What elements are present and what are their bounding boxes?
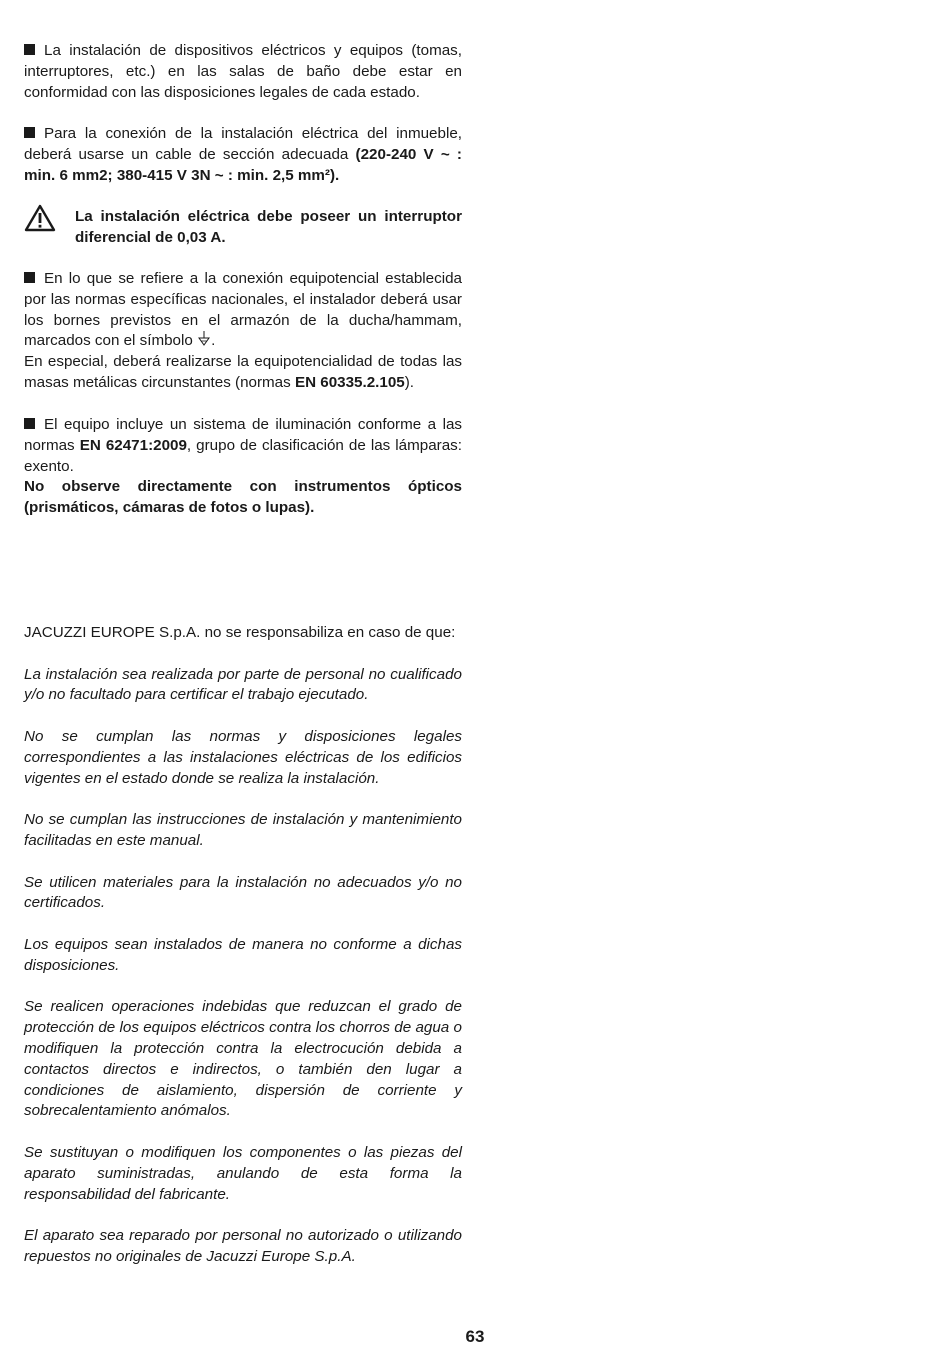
page-number: 63 xyxy=(465,1327,485,1346)
section-3-text-b-end: ). xyxy=(404,373,415,391)
bullet-square-icon xyxy=(24,127,35,138)
disclaimer xyxy=(24,623,462,1268)
disclaimer-item: No se cumplan las normas y disposiciones legales correspondientes a las instalaciones eléctricas de los edificios vigentes en el estado donde se realiza la instalación. xyxy=(24,727,462,787)
section-3-text-a-end: . xyxy=(211,332,216,350)
equipotential-ground-icon xyxy=(198,331,210,347)
bullet-square-icon xyxy=(24,418,35,429)
section-1-text: La instalación de dispositivos eléctricos y equipos (tomas, interruptores, etc.) en las salas de baño debe estar en conformidad con las disposiciones legales de cada estado. xyxy=(24,42,462,101)
warning-text: La instalación eléctrica debe poseer un interruptor diferencial de 0,03 A. xyxy=(75,208,462,246)
section-3 xyxy=(24,269,462,394)
disclaimer-item: La instalación sea realizada por parte de personal no cualificado y/o no facultado para certificar el trabajo ejecutado. xyxy=(24,665,462,704)
section-1 xyxy=(24,41,462,103)
section-4-text-a: El equipo incluye un sistema de iluminación conforme a las normas xyxy=(24,416,462,454)
section-4 xyxy=(24,415,462,519)
bullet-square-icon xyxy=(24,272,35,283)
disclaimer-intro: JACUZZI EUROPE S.p.A. no se responsabiliza en caso de que: xyxy=(24,624,456,641)
section-2 xyxy=(24,124,462,186)
warning-triangle-icon xyxy=(24,204,56,232)
section-2-bold: (220-240 V ~ : min. 6 mm2; 380-415 V 3N ~ : min. 2,5 mm²). xyxy=(24,145,462,184)
section-4-warning: No observe directamente con instrumentos ópticos (prismáticos, cámaras de fotos o lupas). xyxy=(24,478,462,517)
section-2-text: Para la conexión de la instalación eléctrica del inmueble, deberá usarse un cable de sección adecuada xyxy=(24,125,462,163)
disclaimer-item: No se cumplan las instrucciones de instalación y mantenimiento facilitadas en este manual. xyxy=(24,811,462,849)
section-3-text-b: En especial, deberá realizarse la equipotencialidad de todas las masas metálicas circunstantes (normas xyxy=(24,353,462,391)
disclaimer-item: Los equipos sean instalados de manera no conforme a dichas disposiciones. xyxy=(24,935,462,974)
section-4-norm: EN 62471:2009 xyxy=(79,436,187,454)
warning-block xyxy=(24,207,462,249)
disclaimer-item: Se sustituyan o modifiquen los componentes o las piezas del aparato suministradas, anulando de esta forma la responsabilidad del fabricante. xyxy=(24,1143,462,1203)
disclaimer-item: El aparato sea reparado por personal no autorizado o utilizando repuestos no originales de Jacuzzi Europe S.p.A. xyxy=(24,1227,462,1265)
section-4-text-a-end: , grupo de clasificación de las lámparas: exento. xyxy=(24,436,462,475)
disclaimer-item: Se utilicen materiales para la instalación no adecuados y/o no certificados. xyxy=(24,873,462,912)
section-3-text-a: En lo que se refiere a la conexión equipotencial establecida por las normas específicas nacionales, el instalador deberá usar los bornes previstos en el armazón de la ducha/hammam, marcados con el símbolo xyxy=(24,270,462,350)
bullet-square-icon xyxy=(24,44,35,55)
section-3-norm: EN 60335.2.105 xyxy=(294,373,405,391)
disclaimer-item: Se realicen operaciones indebidas que reduzcan el grado de protección de los equipos eléctricos contra los chorros de agua o modifiquen la protección contra la electrocución debida a contactos directos e indirectos, o también den lugar a condiciones de aislamiento, dispersión de corriente y sobrecalentamiento anómalos. xyxy=(24,998,462,1120)
